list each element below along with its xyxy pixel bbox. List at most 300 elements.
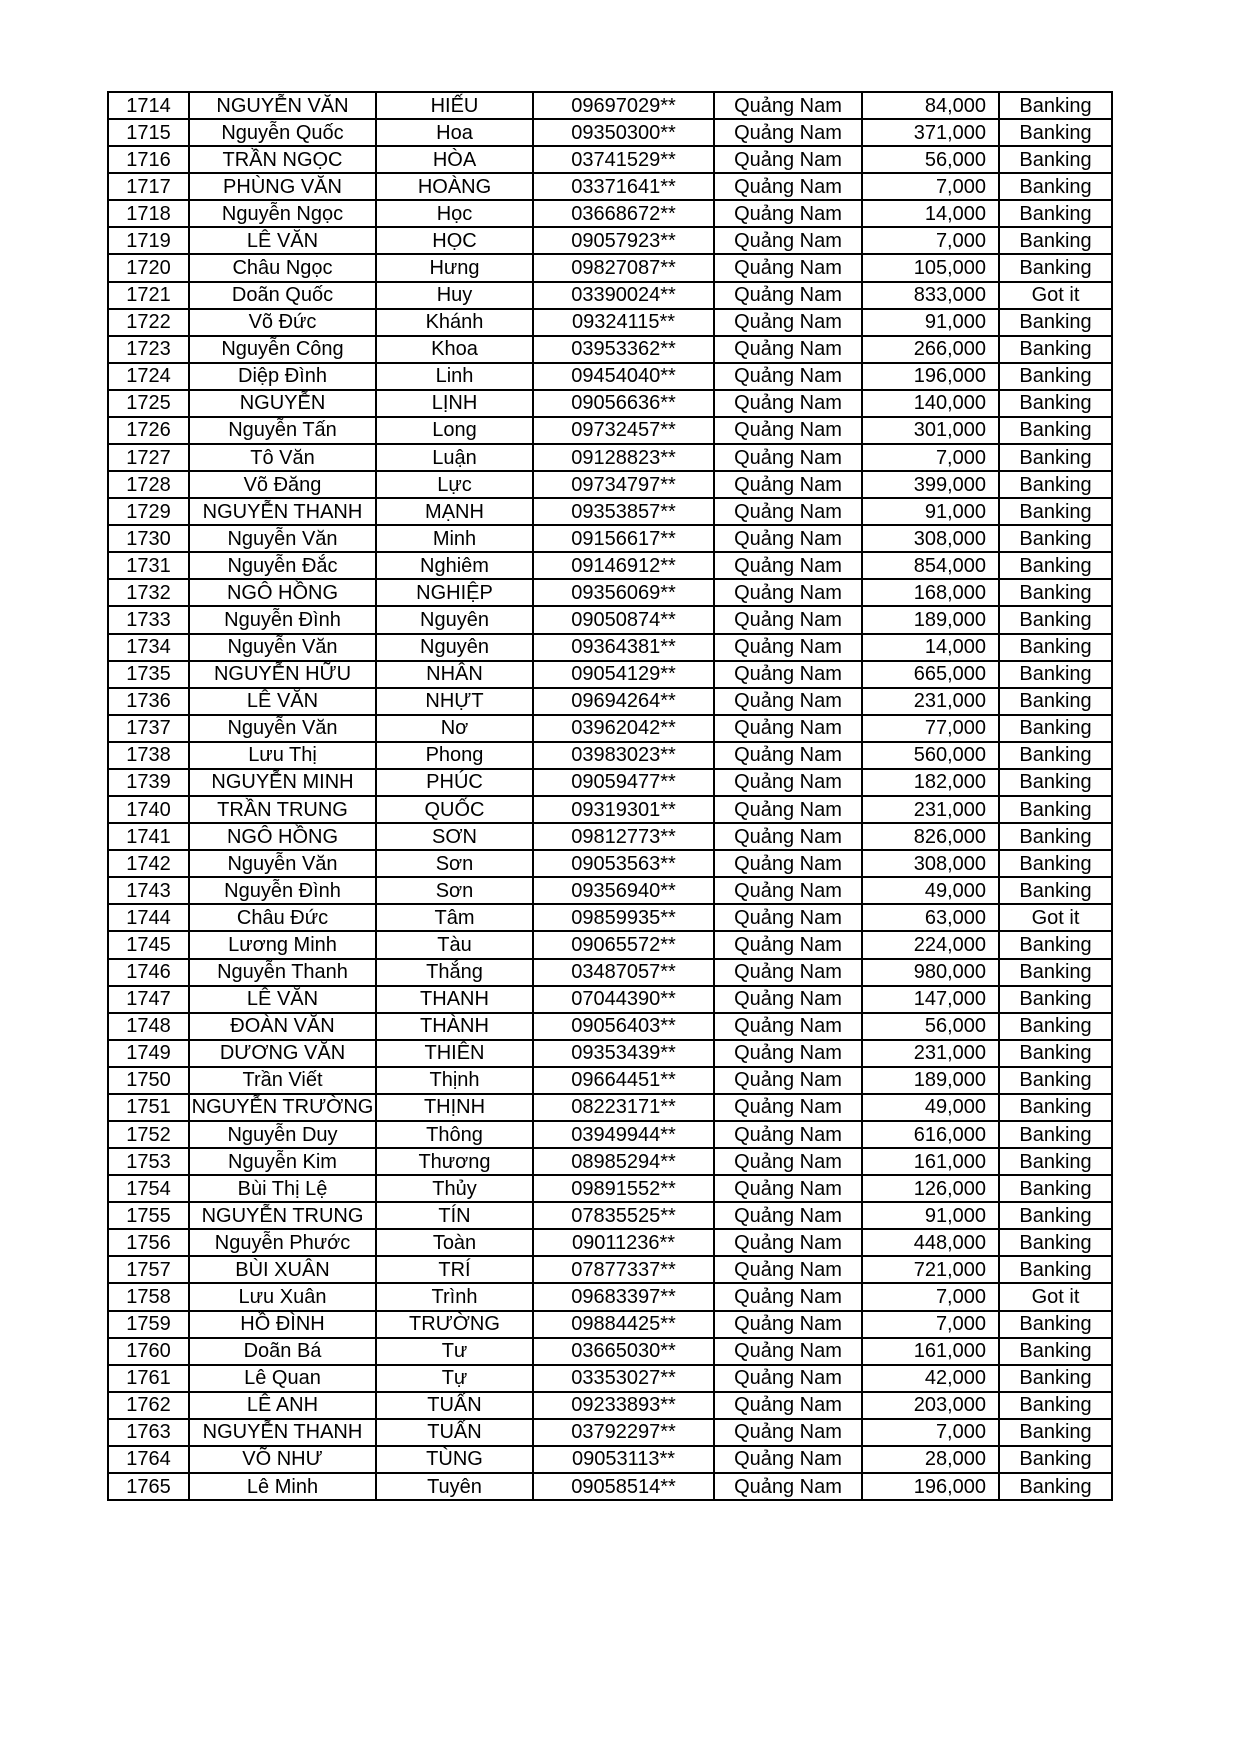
province-cell: Quảng Nam	[714, 877, 862, 904]
table-row	[108, 254, 1112, 281]
phone-cell: 09827087**	[533, 254, 714, 281]
amount-cell: 147,000	[862, 986, 999, 1013]
table-row	[108, 742, 1112, 769]
phone-cell: 09683397**	[533, 1283, 714, 1310]
province-cell: Quảng Nam	[714, 146, 862, 173]
province-cell: Quảng Nam	[714, 1283, 862, 1310]
table-row	[108, 1175, 1112, 1202]
province-cell: Quảng Nam	[714, 1202, 862, 1229]
surname-cell: Nguyễn Thanh	[189, 959, 376, 986]
method-cell: Banking	[999, 552, 1112, 579]
method-cell: Banking	[999, 688, 1112, 715]
row-number-cell: 1754	[108, 1175, 189, 1202]
amount-cell: 308,000	[862, 850, 999, 877]
row-number-cell: 1741	[108, 823, 189, 850]
row-number-cell: 1763	[108, 1419, 189, 1446]
table-row	[108, 1094, 1112, 1121]
province-cell: Quảng Nam	[714, 1148, 862, 1175]
method-cell: Banking	[999, 417, 1112, 444]
surname-cell: Bùi Thị Lệ	[189, 1175, 376, 1202]
row-number-cell: 1736	[108, 688, 189, 715]
phone-cell: 03487057**	[533, 959, 714, 986]
given-name-cell: NHỰT	[376, 688, 533, 715]
surname-cell: Châu Đức	[189, 904, 376, 931]
table-row	[108, 959, 1112, 986]
table-row	[108, 390, 1112, 417]
amount-cell: 7,000	[862, 1419, 999, 1446]
given-name-cell: Khoa	[376, 336, 533, 363]
table-row	[108, 1419, 1112, 1446]
table-row	[108, 769, 1112, 796]
phone-cell: 03390024**	[533, 282, 714, 309]
given-name-cell: Sơn	[376, 850, 533, 877]
method-cell: Banking	[999, 850, 1112, 877]
table-row	[108, 309, 1112, 336]
amount-cell: 231,000	[862, 1040, 999, 1067]
surname-cell: LÊ ANH	[189, 1392, 376, 1419]
method-cell: Banking	[999, 1365, 1112, 1392]
table-row	[108, 688, 1112, 715]
table-row	[108, 200, 1112, 227]
row-number-cell: 1750	[108, 1067, 189, 1094]
table-row	[108, 1121, 1112, 1148]
given-name-cell: TUẤN	[376, 1419, 533, 1446]
phone-cell: 08223171**	[533, 1094, 714, 1121]
province-cell: Quảng Nam	[714, 1419, 862, 1446]
surname-cell: Võ Đức	[189, 309, 376, 336]
phone-cell: 09353439**	[533, 1040, 714, 1067]
table-row	[108, 715, 1112, 742]
row-number-cell: 1723	[108, 336, 189, 363]
province-cell: Quảng Nam	[714, 471, 862, 498]
surname-cell: Doãn Bá	[189, 1338, 376, 1365]
row-number-cell: 1738	[108, 742, 189, 769]
given-name-cell: THIÊN	[376, 1040, 533, 1067]
table-row	[108, 525, 1112, 552]
row-number-cell: 1725	[108, 390, 189, 417]
amount-cell: 28,000	[862, 1446, 999, 1473]
province-cell: Quảng Nam	[714, 661, 862, 688]
given-name-cell: Linh	[376, 363, 533, 390]
phone-cell: 09056636**	[533, 390, 714, 417]
row-number-cell: 1747	[108, 986, 189, 1013]
phone-cell: 07044390**	[533, 986, 714, 1013]
surname-cell: Lưu Xuân	[189, 1283, 376, 1310]
table-row	[108, 146, 1112, 173]
method-cell: Banking	[999, 471, 1112, 498]
row-number-cell: 1760	[108, 1338, 189, 1365]
amount-cell: 721,000	[862, 1256, 999, 1283]
method-cell: Banking	[999, 336, 1112, 363]
table-row	[108, 1283, 1112, 1310]
given-name-cell: HỌC	[376, 227, 533, 254]
province-cell: Quảng Nam	[714, 1013, 862, 1040]
surname-cell: Lê Quan	[189, 1365, 376, 1392]
method-cell: Banking	[999, 146, 1112, 173]
amount-cell: 84,000	[862, 92, 999, 119]
row-number-cell: 1720	[108, 254, 189, 281]
phone-cell: 07835525**	[533, 1202, 714, 1229]
province-cell: Quảng Nam	[714, 986, 862, 1013]
given-name-cell: TUẤN	[376, 1392, 533, 1419]
row-number-cell: 1722	[108, 309, 189, 336]
province-cell: Quảng Nam	[714, 1121, 862, 1148]
given-name-cell: THANH	[376, 986, 533, 1013]
row-number-cell: 1716	[108, 146, 189, 173]
method-cell: Banking	[999, 1229, 1112, 1256]
surname-cell: NGUYỄN TRUNG	[189, 1202, 376, 1229]
amount-cell: 980,000	[862, 959, 999, 986]
given-name-cell: HIẾU	[376, 92, 533, 119]
phone-cell: 09356940**	[533, 877, 714, 904]
table-row	[108, 92, 1112, 119]
row-number-cell: 1757	[108, 1256, 189, 1283]
table-row	[108, 850, 1112, 877]
given-name-cell: PHÚC	[376, 769, 533, 796]
given-name-cell: Toàn	[376, 1229, 533, 1256]
province-cell: Quảng Nam	[714, 336, 862, 363]
amount-cell: 14,000	[862, 634, 999, 661]
given-name-cell: Thắng	[376, 959, 533, 986]
phone-cell: 09128823**	[533, 444, 714, 471]
table-row	[108, 119, 1112, 146]
given-name-cell: Hoa	[376, 119, 533, 146]
phone-cell: 09058514**	[533, 1473, 714, 1500]
method-cell: Banking	[999, 634, 1112, 661]
phone-cell: 07877337**	[533, 1256, 714, 1283]
row-number-cell: 1717	[108, 173, 189, 200]
given-name-cell: HÒA	[376, 146, 533, 173]
table-row	[108, 823, 1112, 850]
province-cell: Quảng Nam	[714, 579, 862, 606]
given-name-cell: Thương	[376, 1148, 533, 1175]
table-row	[108, 1392, 1112, 1419]
method-cell: Banking	[999, 1013, 1112, 1040]
province-cell: Quảng Nam	[714, 904, 862, 931]
method-cell: Banking	[999, 200, 1112, 227]
amount-cell: 7,000	[862, 444, 999, 471]
method-cell: Banking	[999, 390, 1112, 417]
province-cell: Quảng Nam	[714, 823, 862, 850]
amount-cell: 224,000	[862, 931, 999, 958]
method-cell: Banking	[999, 525, 1112, 552]
given-name-cell: Huy	[376, 282, 533, 309]
phone-cell: 09053563**	[533, 850, 714, 877]
table-row	[108, 173, 1112, 200]
given-name-cell: TRÍ	[376, 1256, 533, 1283]
province-cell: Quảng Nam	[714, 1229, 862, 1256]
surname-cell: Nguyễn Phước	[189, 1229, 376, 1256]
method-cell: Banking	[999, 1338, 1112, 1365]
table-row	[108, 986, 1112, 1013]
amount-cell: 14,000	[862, 200, 999, 227]
row-number-cell: 1727	[108, 444, 189, 471]
table-row	[108, 796, 1112, 823]
province-cell: Quảng Nam	[714, 92, 862, 119]
province-cell: Quảng Nam	[714, 363, 862, 390]
method-cell: Banking	[999, 742, 1112, 769]
given-name-cell: Nghiêm	[376, 552, 533, 579]
row-number-cell: 1764	[108, 1446, 189, 1473]
method-cell: Banking	[999, 173, 1112, 200]
province-cell: Quảng Nam	[714, 959, 862, 986]
given-name-cell: TÍN	[376, 1202, 533, 1229]
amount-cell: 301,000	[862, 417, 999, 444]
amount-cell: 126,000	[862, 1175, 999, 1202]
method-cell: Banking	[999, 1202, 1112, 1229]
amount-cell: 266,000	[862, 336, 999, 363]
amount-cell: 560,000	[862, 742, 999, 769]
amount-cell: 42,000	[862, 1365, 999, 1392]
row-number-cell: 1732	[108, 579, 189, 606]
table-row	[108, 227, 1112, 254]
phone-cell: 09233893**	[533, 1392, 714, 1419]
surname-cell: NGUYỄN VĂN	[189, 92, 376, 119]
given-name-cell: MẠNH	[376, 498, 533, 525]
surname-cell: Tô Văn	[189, 444, 376, 471]
surname-cell: NGÔ HỒNG	[189, 823, 376, 850]
method-cell: Banking	[999, 498, 1112, 525]
table-row	[108, 417, 1112, 444]
amount-cell: 196,000	[862, 363, 999, 390]
amount-cell: 77,000	[862, 715, 999, 742]
amount-cell: 91,000	[862, 309, 999, 336]
phone-cell: 03371641**	[533, 173, 714, 200]
table-row	[108, 1202, 1112, 1229]
surname-cell: LÊ VĂN	[189, 986, 376, 1013]
row-number-cell: 1719	[108, 227, 189, 254]
amount-cell: 7,000	[862, 227, 999, 254]
province-cell: Quảng Nam	[714, 742, 862, 769]
given-name-cell: Nguyên	[376, 634, 533, 661]
province-cell: Quảng Nam	[714, 309, 862, 336]
amount-cell: 91,000	[862, 1202, 999, 1229]
phone-cell: 03741529**	[533, 146, 714, 173]
table-row	[108, 634, 1112, 661]
row-number-cell: 1749	[108, 1040, 189, 1067]
row-number-cell: 1731	[108, 552, 189, 579]
given-name-cell: LỊNH	[376, 390, 533, 417]
method-cell: Banking	[999, 877, 1112, 904]
row-number-cell: 1761	[108, 1365, 189, 1392]
amount-cell: 105,000	[862, 254, 999, 281]
phone-cell: 09050874**	[533, 606, 714, 633]
row-number-cell: 1751	[108, 1094, 189, 1121]
row-number-cell: 1733	[108, 606, 189, 633]
province-cell: Quảng Nam	[714, 525, 862, 552]
province-cell: Quảng Nam	[714, 688, 862, 715]
given-name-cell: Nơ	[376, 715, 533, 742]
table-row	[108, 931, 1112, 958]
row-number-cell: 1714	[108, 92, 189, 119]
surname-cell: LÊ VĂN	[189, 227, 376, 254]
phone-cell: 03792297**	[533, 1419, 714, 1446]
province-cell: Quảng Nam	[714, 1365, 862, 1392]
row-number-cell: 1748	[108, 1013, 189, 1040]
surname-cell: Nguyễn Tấn	[189, 417, 376, 444]
province-cell: Quảng Nam	[714, 119, 862, 146]
method-cell: Banking	[999, 1175, 1112, 1202]
phone-cell: 09891552**	[533, 1175, 714, 1202]
method-cell: Banking	[999, 309, 1112, 336]
phone-cell: 09353857**	[533, 498, 714, 525]
method-cell: Banking	[999, 931, 1112, 958]
method-cell: Banking	[999, 92, 1112, 119]
given-name-cell: Tâm	[376, 904, 533, 931]
province-cell: Quảng Nam	[714, 634, 862, 661]
surname-cell: Nguyễn Văn	[189, 634, 376, 661]
phone-cell: 09859935**	[533, 904, 714, 931]
amount-cell: 231,000	[862, 796, 999, 823]
amount-cell: 56,000	[862, 146, 999, 173]
province-cell: Quảng Nam	[714, 1040, 862, 1067]
surname-cell: Nguyễn Văn	[189, 525, 376, 552]
surname-cell: Trần Viết	[189, 1067, 376, 1094]
province-cell: Quảng Nam	[714, 173, 862, 200]
row-number-cell: 1735	[108, 661, 189, 688]
amount-cell: 399,000	[862, 471, 999, 498]
given-name-cell: Sơn	[376, 877, 533, 904]
amount-cell: 203,000	[862, 1392, 999, 1419]
surname-cell: Nguyễn Kim	[189, 1148, 376, 1175]
amount-cell: 371,000	[862, 119, 999, 146]
surname-cell: Lưu Thị	[189, 742, 376, 769]
method-cell: Banking	[999, 1121, 1112, 1148]
table-row	[108, 1446, 1112, 1473]
method-cell: Banking	[999, 823, 1112, 850]
method-cell: Banking	[999, 1067, 1112, 1094]
phone-cell: 09664451**	[533, 1067, 714, 1094]
amount-cell: 161,000	[862, 1148, 999, 1175]
method-cell: Banking	[999, 579, 1112, 606]
phone-cell: 09059477**	[533, 769, 714, 796]
phone-cell: 03353027**	[533, 1365, 714, 1392]
province-cell: Quảng Nam	[714, 200, 862, 227]
province-cell: Quảng Nam	[714, 390, 862, 417]
surname-cell: Doãn Quốc	[189, 282, 376, 309]
method-cell: Banking	[999, 119, 1112, 146]
method-cell: Banking	[999, 796, 1112, 823]
amount-cell: 833,000	[862, 282, 999, 309]
amount-cell: 7,000	[862, 1311, 999, 1338]
row-number-cell: 1758	[108, 1283, 189, 1310]
amount-cell: 161,000	[862, 1338, 999, 1365]
method-cell: Banking	[999, 986, 1112, 1013]
phone-cell: 09053113**	[533, 1446, 714, 1473]
province-cell: Quảng Nam	[714, 1392, 862, 1419]
given-name-cell: TRƯỜNG	[376, 1311, 533, 1338]
row-number-cell: 1715	[108, 119, 189, 146]
phone-cell: 09812773**	[533, 823, 714, 850]
province-cell: Quảng Nam	[714, 1338, 862, 1365]
surname-cell: TRẦN NGỌC	[189, 146, 376, 173]
surname-cell: Nguyễn Đình	[189, 877, 376, 904]
surname-cell: Nguyễn Ngọc	[189, 200, 376, 227]
surname-cell: ĐOÀN VĂN	[189, 1013, 376, 1040]
amount-cell: 308,000	[862, 525, 999, 552]
province-cell: Quảng Nam	[714, 498, 862, 525]
province-cell: Quảng Nam	[714, 769, 862, 796]
province-cell: Quảng Nam	[714, 606, 862, 633]
row-number-cell: 1737	[108, 715, 189, 742]
phone-cell: 08985294**	[533, 1148, 714, 1175]
table-row	[108, 904, 1112, 931]
given-name-cell: HOÀNG	[376, 173, 533, 200]
phone-cell: 09054129**	[533, 661, 714, 688]
method-cell: Banking	[999, 1392, 1112, 1419]
table-row	[108, 1256, 1112, 1283]
method-cell: Banking	[999, 1311, 1112, 1338]
table-row	[108, 1311, 1112, 1338]
given-name-cell: THÀNH	[376, 1013, 533, 1040]
given-name-cell: NHÂN	[376, 661, 533, 688]
province-cell: Quảng Nam	[714, 254, 862, 281]
province-cell: Quảng Nam	[714, 850, 862, 877]
table-row	[108, 336, 1112, 363]
amount-cell: 854,000	[862, 552, 999, 579]
amount-cell: 665,000	[862, 661, 999, 688]
row-number-cell: 1745	[108, 931, 189, 958]
table-row	[108, 498, 1112, 525]
row-number-cell: 1756	[108, 1229, 189, 1256]
method-cell: Got it	[999, 282, 1112, 309]
row-number-cell: 1752	[108, 1121, 189, 1148]
given-name-cell: Long	[376, 417, 533, 444]
phone-cell: 09734797**	[533, 471, 714, 498]
method-cell: Banking	[999, 1094, 1112, 1121]
given-name-cell: Thông	[376, 1121, 533, 1148]
amount-cell: 49,000	[862, 877, 999, 904]
row-number-cell: 1728	[108, 471, 189, 498]
method-cell: Banking	[999, 254, 1112, 281]
given-name-cell: QUỐC	[376, 796, 533, 823]
phone-cell: 09011236**	[533, 1229, 714, 1256]
table-row	[108, 1067, 1112, 1094]
surname-cell: NGUYỄN HỮU	[189, 661, 376, 688]
surname-cell: DƯƠNG VĂN	[189, 1040, 376, 1067]
surname-cell: NGUYỄN MINH	[189, 769, 376, 796]
surname-cell: HỒ ĐÌNH	[189, 1311, 376, 1338]
phone-cell: 09065572**	[533, 931, 714, 958]
table-row	[108, 606, 1112, 633]
surname-cell: Nguyễn Văn	[189, 715, 376, 742]
surname-cell: Diệp Đình	[189, 363, 376, 390]
row-number-cell: 1755	[108, 1202, 189, 1229]
method-cell: Got it	[999, 1283, 1112, 1310]
recipient-table	[107, 91, 1113, 1501]
row-number-cell: 1753	[108, 1148, 189, 1175]
given-name-cell: Thịnh	[376, 1067, 533, 1094]
phone-cell: 09694264**	[533, 688, 714, 715]
province-cell: Quảng Nam	[714, 282, 862, 309]
surname-cell: Nguyễn Duy	[189, 1121, 376, 1148]
amount-cell: 7,000	[862, 1283, 999, 1310]
given-name-cell: Thủy	[376, 1175, 533, 1202]
given-name-cell: Tự	[376, 1365, 533, 1392]
table-row	[108, 444, 1112, 471]
table-row	[108, 1013, 1112, 1040]
given-name-cell: Trình	[376, 1283, 533, 1310]
phone-cell: 09454040**	[533, 363, 714, 390]
row-number-cell: 1726	[108, 417, 189, 444]
amount-cell: 56,000	[862, 1013, 999, 1040]
province-cell: Quảng Nam	[714, 552, 862, 579]
method-cell: Got it	[999, 904, 1112, 931]
province-cell: Quảng Nam	[714, 1311, 862, 1338]
surname-cell: NGUYỄN	[189, 390, 376, 417]
given-name-cell: THỊNH	[376, 1094, 533, 1121]
table-row	[108, 1473, 1112, 1500]
